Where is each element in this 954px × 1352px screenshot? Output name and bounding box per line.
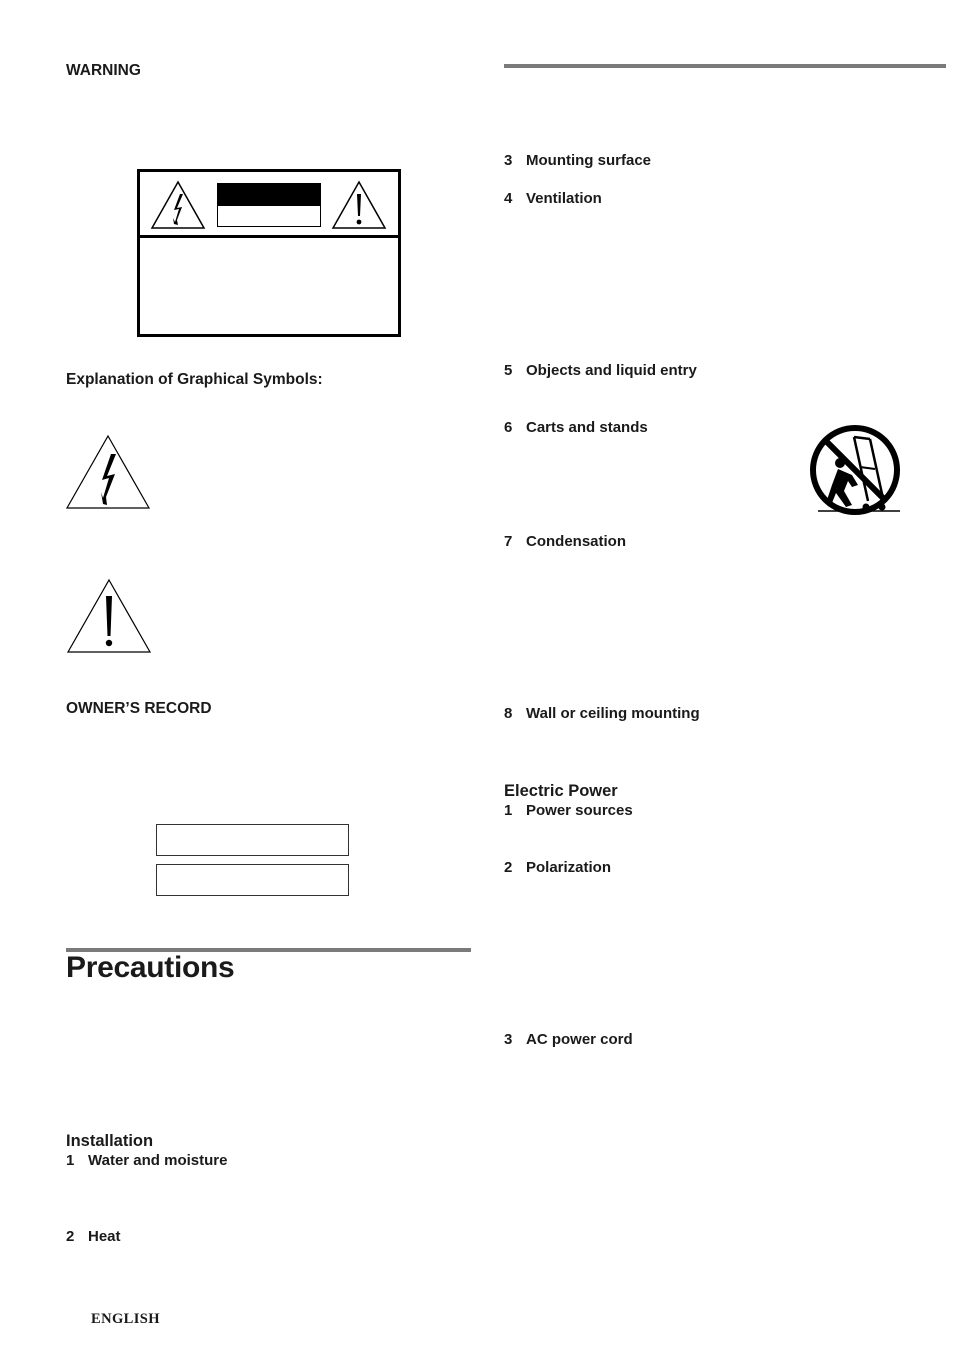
list-item: 1 Water and moisture [66, 1152, 228, 1169]
list-item: 1 Power sources [504, 802, 633, 819]
serial-number-field[interactable] [156, 864, 349, 896]
model-number-field[interactable] [156, 824, 349, 856]
electric-power-heading: Electric Power [504, 782, 618, 800]
list-item: 2 Polarization [504, 859, 612, 876]
list-item: 3 AC power cord [504, 1031, 633, 1048]
installation-heading: Installation [66, 1132, 154, 1150]
owners-record-heading: OWNER’S RECORD [66, 700, 212, 717]
top-rule [504, 64, 946, 68]
list-item: 6 Carts and stands [504, 419, 648, 436]
caution-white-bar [217, 205, 321, 227]
cart-warning-icon [808, 423, 904, 522]
lightning-triangle-icon [150, 180, 206, 235]
caution-label [137, 169, 401, 337]
list-item: 7 Condensation [504, 533, 626, 550]
caution-black-bar [217, 183, 321, 205]
footer-language: ENGLISH [91, 1311, 160, 1327]
list-item: 5 Objects and liquid entry [504, 362, 697, 379]
symbols-heading: Explanation of Graphical Symbols: [66, 371, 323, 388]
list-item: 8 Wall or ceiling mounting [504, 705, 700, 722]
list-item: 2 Heat [66, 1228, 121, 1245]
list-item: 4 Ventilation [504, 190, 602, 207]
list-item: 3 Mounting surface [504, 152, 652, 169]
warning-heading: WARNING [66, 62, 141, 79]
exclamation-triangle-icon [331, 180, 387, 235]
caution-divider [140, 235, 398, 238]
exclamation-triangle-icon [66, 578, 152, 659]
page-title: Precautions [66, 951, 235, 984]
lightning-triangle-icon [65, 434, 151, 515]
